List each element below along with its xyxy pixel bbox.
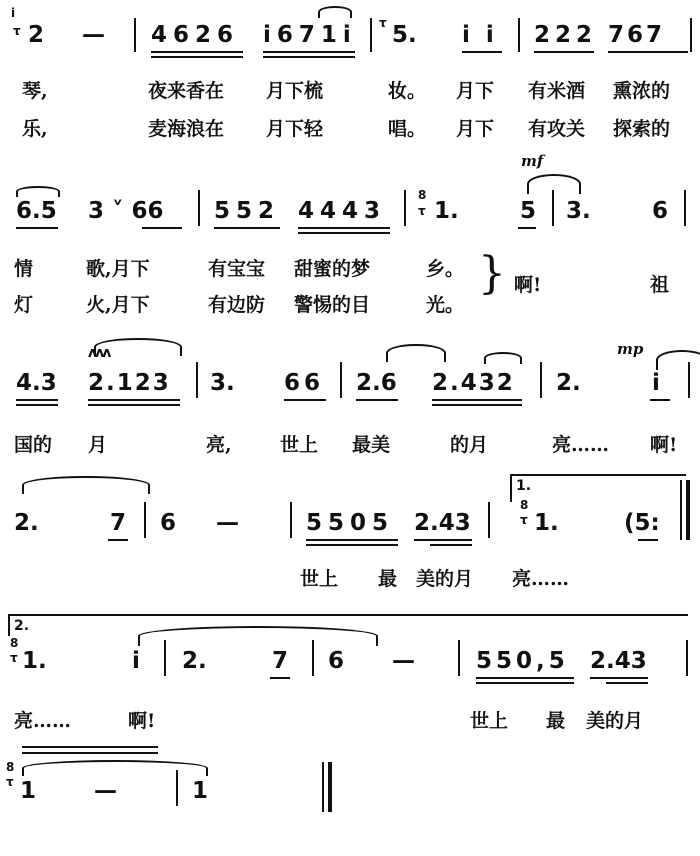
barline [312,640,314,676]
barline [198,190,200,226]
underline [518,227,536,229]
note: 5. [392,22,417,48]
note-group: 2.43 [590,648,647,674]
slur [386,344,446,362]
volta-number: 2. [14,618,30,634]
volta-bracket [8,614,10,636]
underline [306,539,398,541]
lyric: 世上 [300,568,339,590]
note-group: 5505 [306,510,395,536]
lyric: 乐, [22,118,48,140]
lyric: 有米酒 [528,80,586,102]
slur [656,350,700,370]
underline [263,51,355,53]
grace-mark: τ [379,16,387,30]
underline [462,51,502,53]
note-group: 2.123 [88,370,171,396]
note: i [132,648,140,674]
tie [22,760,208,776]
lyric: 美的月 [586,710,644,732]
note: 6 [652,198,669,224]
grace-mark: τ [13,24,21,38]
underline [534,51,594,53]
underline [88,399,180,401]
barline [518,18,520,52]
lyric: 亮…… [512,568,570,590]
note: 1. [22,648,47,674]
note-group: 552 [214,198,281,224]
lyric: 乡。 [426,258,465,280]
note: 3. [566,198,591,224]
underline [476,677,574,679]
lyric: 月下轻 [266,118,324,140]
grace-mark: 8 [6,760,15,774]
note-group: 4443 [298,198,387,224]
barline [404,190,406,226]
underline [432,399,522,401]
lyric: 啊! [128,710,156,732]
underline [306,544,398,546]
underline [414,539,472,541]
barline [458,640,460,676]
lyric: 光。 [426,294,465,316]
lyric: 亮…… [14,710,72,732]
tremolo-line [22,746,158,748]
note: 2. [14,510,39,536]
slur [138,626,378,646]
slur [22,476,150,494]
note: 3. [210,370,235,396]
note: 6 [160,510,177,536]
volta-bracket [8,614,688,616]
note-dash: — [94,778,117,804]
underline [590,677,648,679]
slur [527,174,581,194]
volta-bracket [510,474,686,476]
note: 1 [20,778,37,804]
lyric: 熏浓的 [613,80,671,102]
barline [552,190,554,226]
underline [214,227,280,229]
dynamic-mark: mf [521,152,544,170]
lyric: 甜蜜的梦 [294,258,371,280]
lyric: 月下 [456,118,495,140]
lyric: 的月 [450,434,489,456]
note: 1 [192,778,209,804]
underline [16,227,58,229]
dynamic-mark: mp [617,340,644,358]
barline [540,362,542,398]
lyric: 美的月 [416,568,474,590]
underline [263,56,355,58]
grace-mark: τ [10,651,18,665]
underline [88,404,180,406]
barline [688,362,690,398]
underline [356,399,398,401]
lyric: 月下 [456,80,495,102]
lyric: 有边防 [208,294,266,316]
lyric: 月下梳 [266,80,324,102]
note-group: i i [462,22,498,48]
underline [606,682,648,684]
underline [650,399,670,401]
lyric: 世上 [280,434,319,456]
barline [680,480,682,540]
note-group: 2.6 [356,370,397,396]
note: i [652,370,660,396]
note-group: 3 ˅ 66 [88,198,164,224]
note-group: 4.3 [16,370,57,396]
final-barline-thin [322,762,324,812]
barline [290,502,292,538]
underline [298,232,390,234]
lyric: 祖 [650,274,670,296]
lyric: 有宝宝 [208,258,266,280]
underline [476,682,574,684]
note-group: 2.43 [414,510,471,536]
tremolo-line [22,752,158,754]
lyric: 妆。 [388,80,427,102]
lyric: 夜来香在 [148,80,225,102]
grace-mark: τ [520,513,528,527]
note-group: 222 [534,22,598,48]
lyric: 有攻关 [528,118,586,140]
lyric: 国的 [14,434,53,456]
barline [686,640,688,676]
underline [16,404,58,406]
barline [340,362,342,398]
grace-mark: 8 [10,636,19,650]
note: 2. [556,370,581,396]
barline [144,502,146,538]
note: 2 [28,22,45,48]
note-dash: — [216,510,239,536]
lyric: 最 [378,568,398,590]
lyric: 月 [88,434,108,456]
lyric: 灯 [14,294,34,316]
note: 2. [182,648,207,674]
underline [638,539,658,541]
slur [318,6,352,18]
grace-mark: τ [418,204,426,218]
grace-mark: 8 [520,498,529,512]
lyric: 亮, [206,434,232,456]
repeat-barline [686,480,690,540]
final-barline-thick [328,762,332,812]
note: 1. [434,198,459,224]
barline [488,502,490,538]
underline [284,399,326,401]
underline [16,399,58,401]
underline [151,56,243,58]
underline [108,539,128,541]
lyric: 啊! [650,434,678,456]
note-group: 2.432 [432,370,515,396]
slur [484,352,522,364]
note-group: 550,5 [476,648,569,674]
barline [690,18,692,52]
lyric: 情 [14,258,34,280]
note: 7 [272,648,289,674]
barline [176,770,178,806]
volta-bracket [510,474,512,502]
underline [608,51,688,53]
note-dash: — [392,648,415,674]
note: 6 [328,648,345,674]
lyric: 世上 [470,710,509,732]
note: 5 [520,198,537,224]
verse-brace: } [478,248,506,299]
underline [270,677,290,679]
barline [134,18,136,52]
note-group: 767 [608,22,666,48]
slur [16,186,60,197]
mordent-mark: ʌʌʌ [88,345,110,361]
lyric: 麦海浪在 [148,118,225,140]
lyric: 火,月下 [86,294,150,316]
lyric: 最美 [352,434,391,456]
note-group: 4626 [151,22,240,48]
lyric: 最 [546,710,566,732]
barline [196,362,198,398]
lyric: 警惕的目 [294,294,371,316]
slur [94,338,182,356]
note-dash: — [82,22,105,48]
underline [151,51,243,53]
barline [370,18,372,52]
note-group: 6.5 [16,198,57,224]
underline [430,544,472,546]
lyric: 亮…… [552,434,610,456]
lyric: 啊! [514,274,542,296]
note: 7 [110,510,127,536]
lyric: 歌,月下 [86,258,150,280]
underline [432,404,522,406]
note: 1. [534,510,559,536]
note: (5: [624,510,660,536]
grace-mark: 8 [418,188,427,202]
lyric: 琴, [22,80,48,102]
grace-mark: τ [6,775,14,789]
grace-mark: i [11,6,16,20]
underline [142,227,182,229]
lyric: 探索的 [613,118,671,140]
note-group: 66 [284,370,325,396]
volta-number: 1. [516,478,532,494]
lyric: 唱。 [388,118,427,140]
note-group: i671i [263,22,357,48]
barline [684,190,686,226]
underline [298,227,390,229]
barline [164,640,166,676]
